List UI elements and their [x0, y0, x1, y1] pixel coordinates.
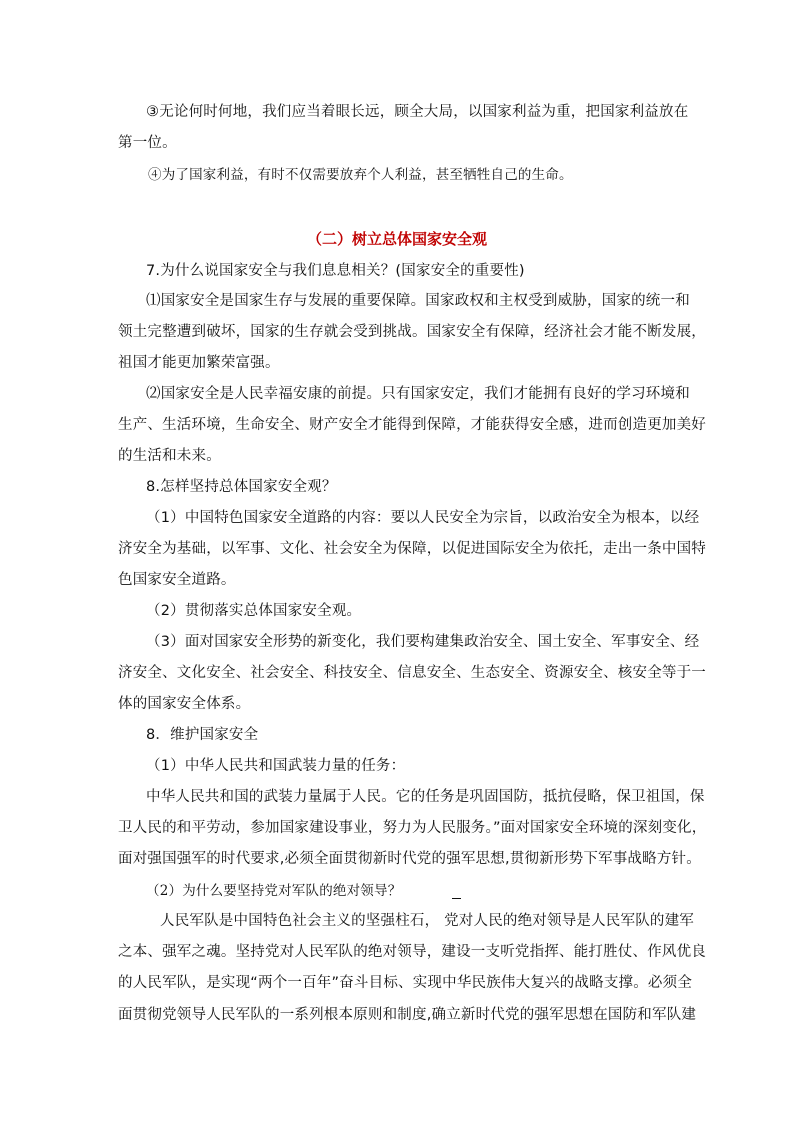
question-8: 8.怎样坚持总体国家安全观？: [146, 479, 337, 495]
subsection-8-point2: （2）为什么要坚持党对军队的绝对领导？: [146, 883, 402, 899]
subsection-8-heading: 8．维护国家安全: [146, 727, 259, 743]
q8-answer3-line1: （3）面对国家安全形势的新变化，我们要构建集政治安全、国土安全、军事安全、经: [146, 634, 700, 650]
paragraph-point3-line1: ③无论何时何地，我们应当着眼长远，顾全大局，以国家利益为重，把国家利益放在: [146, 104, 689, 120]
q7-answer2-line3: 的生活和未来。: [118, 448, 221, 464]
q8-answer1-line3: 色国家安全道路。: [118, 572, 236, 588]
question-7: 7.为什么说国家安全与我们息息相关？(国家安全的重要性): [146, 263, 525, 279]
q8-answer3-line2: 济安全、文化安全、社会安全、科技安全、信息安全、生态安全、资源安全、核安全等于一: [118, 665, 706, 681]
q8-answer1-line1: （1）中国特色国家安全道路的内容：要以人民安全为宗旨，以政治安全为根本，以经: [146, 510, 700, 526]
point2-body-line2: 之本、强军之魂。坚持党对人民军队的绝对领导，建设一支听党指挥、能打胜仗、作风优良: [118, 944, 706, 960]
subsection-8-point1: （1）中华人民共和国武装力量的任务：: [146, 758, 406, 774]
q7-answer1-line1: ⑴国家安全是国家生存与发展的重要保障。国家政权和主权受到威胁，国家的统一和: [146, 293, 690, 309]
q7-answer2-line2: 生产、生活环境，生命安全、财产安全才能得到保障，才能获得安全感，进而创造更加美好: [118, 417, 706, 433]
point1-body-line3: 面对强国强军的时代要求,必须全面贯彻新时代党的强军思想,贯彻新形势下军事战略方针。: [118, 851, 701, 867]
q7-answer2-line1: ⑵国家安全是人民幸福安康的前提。只有国家安定，我们才能拥有良好的学习环境和: [146, 386, 690, 402]
q8-answer3-line3: 体的国家安全体系。: [118, 696, 251, 712]
section-heading: （二）树立总体国家安全观: [306, 230, 487, 248]
point1-body-line2: 卫人民的和平劳动，参加国家建设事业，努力为人民服务。”面对国家安全环境的深刻变化，: [118, 820, 707, 836]
text-cursor: [452, 898, 461, 899]
point1-body-line1: 中华人民共和国的武装力量属于人民。它的任务是巩固国防，抵抗侵略，保卫祖国，保: [146, 789, 705, 805]
q8-answer2: （2）贯彻落实总体国家安全观。: [146, 603, 362, 619]
q8-answer1-line2: 济安全为基础，以军事、文化、社会安全为保障，以促进国际安全为依托，走出一条中国特: [118, 541, 706, 557]
point2-body-line4: 面贯彻党领导人民军队的一系列根本原则和制度,确立新时代党的强军思想在国防和军队建: [118, 1007, 697, 1023]
point2-body-line1: 人民军队是中国特色社会主义的坚强柱石， 党对人民的绝对领导是人民军队的建军: [160, 913, 695, 929]
point2-body-line3: 的人民军队，是实现“两个一百年”奋斗目标、实现中华民族伟大复兴的战略支撑。必须全: [118, 975, 693, 991]
q7-answer1-line3: 祖国才能更加繁荣富强。: [118, 355, 280, 371]
paragraph-point3-line2: 第一位。: [118, 135, 177, 151]
q7-answer1-line2: 领土完整遭到破坏，国家的生存就会受到挑战。国家安全有保障，经济社会才能不断发展，: [118, 324, 706, 340]
paragraph-point4: ④为了国家利益，有时不仅需要放弃个人利益，甚至牺牲自己的生命。: [148, 167, 573, 183]
